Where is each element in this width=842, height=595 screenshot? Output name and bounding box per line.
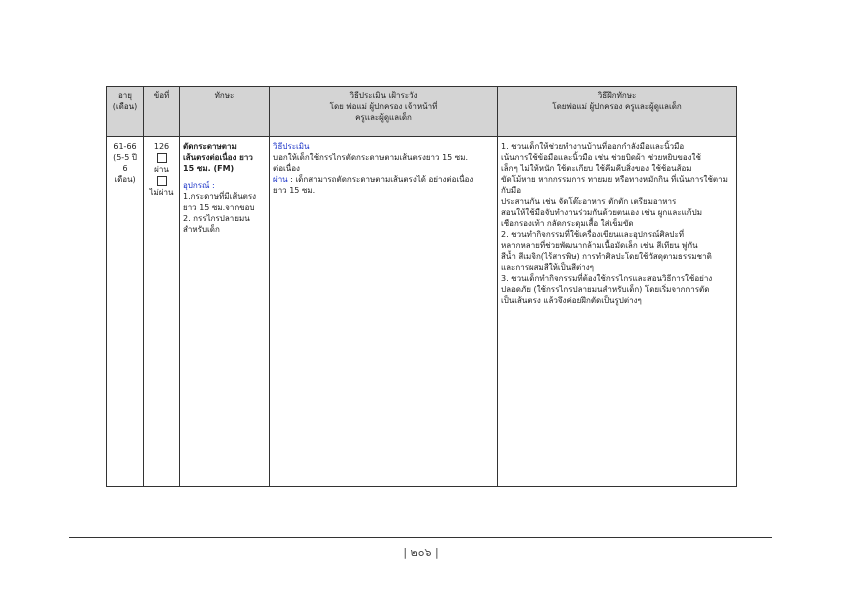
pass-label: ผ่าน xyxy=(154,165,169,174)
item-cell xyxy=(144,137,180,487)
skill-cell: ตัดกระดาษตาม เส้นตรงต่อเนื่อง ยาว 15 ซม. (FM) อุปกรณ์ : 1.กระดาษที่มีเส้นตรง ยาว 15 ซม.จากขอบ 2. กรรไกรปลายมน สำหรับเด็ก xyxy=(180,137,270,487)
page-number: | ๒๐๖ | xyxy=(403,546,439,559)
fail-checkbox[interactable] xyxy=(157,176,167,186)
pass-checkbox[interactable] xyxy=(157,153,167,163)
table-row xyxy=(107,137,737,487)
footer-divider xyxy=(69,537,772,538)
skill-table xyxy=(106,86,737,487)
eval-cell: วิธีประเมิน บอกให้เด็กใช้กรรไกรตัดกระดาษตามเส้นตรงยาว 15 ซม. ต่อเนื่อง ผ่าน : เด็กสามารถตัดกระดาษตามเส้นตรงได้ อย่างต่อเนื่อง ยาว 15 ซม. xyxy=(270,137,498,487)
item-number: 126 xyxy=(153,142,170,151)
age-cell: 61-66 (5-5 ปี 6 เดือน) xyxy=(107,137,144,487)
header-skill: ทักษะ xyxy=(180,87,270,137)
train-cell: 1. ชวนเด็กให้ช่วยทำงานบ้านที่ออกกำลังมือและนิ้วมือ เน้นการใช้ข้อมือและนิ้วมือ เช่น ช่วยบิดผ้า ช่วยหยิบของใช้ เล็กๆ ไม่ให้หนัก ใช้ตะเกียบ ใช้คีมคีบสิ่งของ ใช้ช้อนส้อม ขัดโม้หาย หากกรรมการ ทายมย หรือทางหมักกิน ที่เน้นการใช้ตามกับมือ ประสานกัน เช่น จัดโต๊ะอาหาร ตักตัก เตรียมอาหาร สอนให้ใช้มือจับทำงานร่วมกันด้วยตนเอง เช่น ผูกและแก้ปม เชือกรองเท้า กลัดกระดุมเสื้อ ใส่เข็มขัด 2. ชวนทำกิจกรรมที่ใช้เครื่องเขียนและอุปกรณ์ศิลปะที่ หลากหลายที่ช่วยพัฒนากล้ามเนื้อมัดเล็ก เช่น สีเทียน พู่กัน สีน้ำ สีเมจิก(ไร้สารพิษ) การทำศิลปะโดยใช้วัสดุตามธรรมชาติ และการผสมสีให้เป็นสีต่างๆ 3. ชวนเด็กทำกิจกรรมที่ต้องใช้กรรไกรและสอนวิธีการใช้อย่าง ปลอดภัย (ใช้กรรไกรปลายมนสำหรับเด็ก) โดยเริ่มจากการตัด เป็นเส้นตรง แล้วจึงค่อยฝึกตัดเป็นรูปต่างๆ xyxy=(498,137,737,487)
eval-method-label: วิธีประเมิน xyxy=(273,142,310,151)
header-age: อายุ (เดือน) xyxy=(107,87,144,137)
eval-pass-label: ผ่าน xyxy=(273,175,288,184)
equipment-label: อุปกรณ์ : xyxy=(183,181,215,190)
header-train: วิธีฝึกทักษะ โดยพ่อแม่ ผู้ปกครอง ครูและผู้ดูแลเด็ก xyxy=(498,87,737,137)
table-header-row xyxy=(107,87,737,137)
header-eval: วิธีประเมิน เฝ้าระวัง โดย พ่อแม่ ผู้ปกครอง เจ้าหน้าที่ ครูและผู้ดูแลเด็ก xyxy=(270,87,498,137)
header-item: ข้อที่ xyxy=(144,87,180,137)
fail-label: ไม่ผ่าน xyxy=(149,188,174,197)
